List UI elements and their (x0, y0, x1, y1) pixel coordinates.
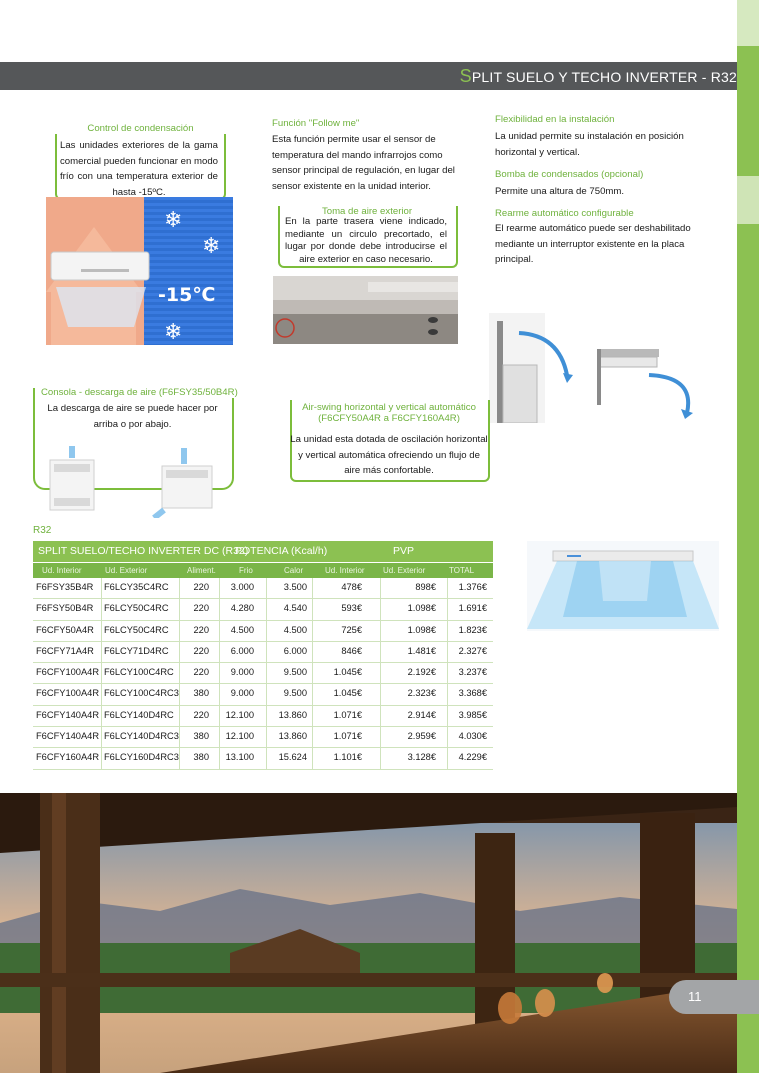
table-cell: 1.045€ (333, 667, 362, 678)
table-cell: 12.100 (225, 731, 254, 742)
table-cell: F6FSY35B4R (36, 582, 94, 592)
table-cell: F6LCY50C4RC (104, 603, 169, 614)
table-cell: 1.481€ (407, 645, 436, 656)
table-cell: 220 (193, 624, 209, 635)
table-cell: 4.229€ (458, 752, 487, 763)
table-cell: 9.000 (230, 688, 254, 699)
table-row (33, 642, 493, 663)
table-cell: 1.098€ (407, 624, 436, 635)
table-row (33, 621, 493, 642)
table-cell: 3.128€ (407, 752, 436, 763)
table-cell: 220 (193, 582, 209, 592)
section-label: R32 (33, 525, 52, 536)
table-row (33, 706, 493, 727)
table-cell: F6FSY50B4R (36, 603, 94, 614)
air-intake-text: En la parte trasera viene indicado, mediante un circulo precortado, el lugar por donde debe introducirse el aire exterior en caso necesario. (285, 216, 447, 265)
table-cell: 1.691€ (458, 603, 487, 614)
table-header (33, 541, 493, 562)
table-cell: 6.000 (230, 645, 254, 656)
table-cell: 3.985€ (458, 709, 487, 720)
table-cell: 4.500 (283, 624, 307, 635)
svg-text:-15℃: -15℃ (158, 284, 216, 306)
table-cell: 1.376€ (458, 582, 487, 592)
table-cell: 3.237€ (458, 667, 487, 678)
restart-text: El rearme automático puede ser deshabilitado mediante un interruptor existente en la placa principal. (495, 223, 691, 265)
table-cell: 1.823€ (458, 624, 487, 635)
rear-panel-image (273, 276, 458, 344)
terrace-photo (0, 793, 737, 1073)
table-cell: 220 (193, 645, 209, 656)
table-cell: 3.500 (283, 582, 307, 592)
table-cell: 9.500 (283, 688, 307, 699)
table-row (33, 684, 493, 705)
page-number-tab (669, 980, 759, 1014)
table-cell: 1.101€ (333, 752, 362, 763)
table-cell: 13.860 (278, 709, 307, 720)
table-cell: 3.000 (230, 582, 254, 592)
follow-me-text: Esta función permite usar el sensor de temperatura del mando infrarrojos como sensor principal de regulación, en lugar del sensor existente en la unidad interior. (272, 134, 455, 192)
table-cell: 1.071€ (333, 731, 362, 742)
table-cell: F6CFY100A4R (36, 688, 100, 699)
table-row (33, 748, 493, 769)
table-cell: 220 (193, 667, 209, 678)
table-cell: 1.071€ (333, 709, 362, 720)
flexibility-text: La unidad permite su instalación en posición horizontal y vertical. (495, 131, 684, 158)
table-cell: 9.000 (230, 667, 254, 678)
installation-positions-image (489, 313, 701, 423)
table-cell: 4.030€ (458, 731, 487, 742)
table-cell: 380 (193, 731, 209, 742)
follow-me-title: Función "Follow me" (272, 118, 360, 129)
table-row (33, 663, 493, 684)
table-cell: 13.860 (278, 731, 307, 742)
console-text: La descarga de aire se puede hacer por arriba o por abajo. (47, 403, 218, 430)
table-cell: F6LCY140D4RC (104, 709, 174, 720)
console-units-image (44, 446, 226, 518)
table-cell: 3.368€ (458, 688, 487, 699)
restart-title: Rearme automático configurable (495, 208, 634, 219)
pump-text: Permite una altura de 750mm. (495, 186, 625, 197)
table-cell: F6LCY35C4RC (104, 582, 169, 592)
table-cell: 593€ (341, 603, 362, 614)
table-cell: 380 (193, 752, 209, 763)
table-cell: F6CFY160A4R (36, 752, 100, 763)
table-cell: F6CFY140A4R (36, 731, 100, 742)
airswing-text: La unidad esta dotada de oscilación horizontal y vertical automática ofreciendo un flujo de aire más confortable. (290, 434, 488, 476)
table-cell: F6CFY100A4R (36, 667, 100, 678)
table-cell: 220 (193, 603, 209, 614)
power-label: POTENCIA (Kcal/h) (235, 545, 328, 557)
table-cell: F6LCY100C4RC3 (104, 688, 179, 699)
svg-text:❄: ❄ (164, 208, 183, 233)
table-row (33, 578, 493, 599)
table-cell: 4.500 (230, 624, 254, 635)
table-cell: F6CFY71A4R (36, 645, 94, 656)
table-cell: 380 (193, 688, 209, 699)
table-cell: 12.100 (225, 709, 254, 720)
page-title: SPLIT SUELO Y TECHO INVERTER - R32 (459, 66, 737, 86)
table-title: SPLIT SUELO/TECHO INVERTER DC (R32) (38, 545, 249, 557)
table-cell: 13.100 (225, 752, 254, 763)
table-cell: 9.500 (283, 667, 307, 678)
outdoor-cold-image (46, 197, 233, 345)
console-title: Consola - descarga de aire (F6FSY35/50B4R) (41, 387, 238, 398)
air-intake-title: Toma de aire exterior (321, 206, 413, 217)
condensation-text: Las unidades exteriores de la gama comercial pueden funcionar en modo frío con una temperatura exterior de hasta -15ºC. (60, 140, 218, 198)
table-cell: 2.914€ (407, 709, 436, 720)
table-cell: 2.327€ (458, 645, 487, 656)
table-cell: 2.323€ (407, 688, 436, 699)
table-cell: 4.280 (230, 603, 254, 614)
side-color-strip (737, 0, 759, 1073)
table-row (33, 599, 493, 620)
table-body (33, 578, 493, 770)
table-cell: F6LCY140D4RC3 (104, 731, 179, 742)
table-cell: 1.045€ (333, 688, 362, 699)
svg-text:❄: ❄ (164, 320, 183, 345)
table-cell: 1.098€ (407, 603, 436, 614)
table-cell: 898€ (415, 582, 436, 592)
table-cell: 2.959€ (407, 731, 436, 742)
table-column-header: Ud. Interior Ud. Exterior Aliment. Frio Calor Ud. Interior Ud. Exterior TOTAL (33, 563, 493, 578)
table-cell: 2.192€ (407, 667, 436, 678)
table-cell: 4.540 (283, 603, 307, 614)
airswing-title: Air-swing horizontal y vertical automático (F6CFY50A4R a F6CFY160A4R) (302, 402, 476, 424)
page-number: 11 (688, 989, 702, 1004)
table-cell: F6LCY71D4RC (104, 645, 169, 656)
table-cell: 725€ (341, 624, 362, 635)
table-cell: F6CFY140A4R (36, 709, 100, 720)
flexibility-title: Flexibilidad en la instalación (495, 114, 615, 125)
table-cell: 220 (193, 709, 209, 720)
table-row (33, 727, 493, 748)
side-strip-accent (737, 176, 759, 224)
table-cell: F6LCY100C4RC (104, 667, 174, 678)
condensation-title: Control de condensación (55, 123, 226, 134)
side-strip-accent (737, 0, 759, 46)
pump-title: Bomba de condensados (opcional) (495, 169, 644, 180)
svg-text:❄: ❄ (202, 234, 221, 259)
table-cell: F6LCY160D4RC3 (104, 752, 179, 763)
ceiling-airflow-image (527, 541, 719, 631)
table-cell: 6.000 (283, 645, 307, 656)
table-cell: 15.624 (278, 752, 307, 763)
table-cell: 478€ (341, 582, 362, 592)
table-cell: 846€ (341, 645, 362, 656)
pvp-label: PVP (393, 545, 415, 557)
table-cell: F6CFY50A4R (36, 624, 94, 635)
table-cell: F6LCY50C4RC (104, 624, 169, 635)
